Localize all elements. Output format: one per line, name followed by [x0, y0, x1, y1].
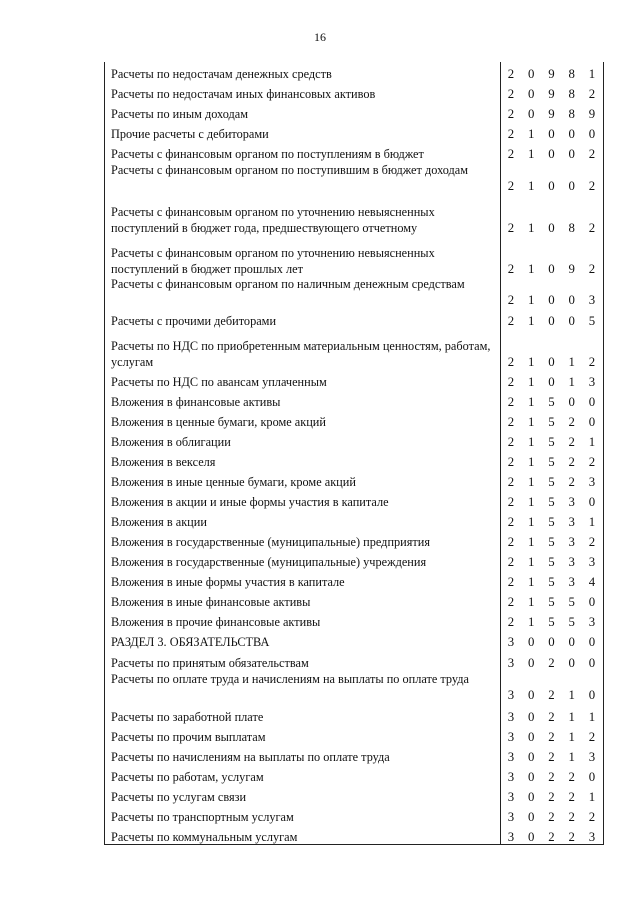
- account-name: Вложения в иные финансовые активы: [111, 595, 311, 609]
- account-name: Расчеты с финансовым органом по уточнению невыясненных поступлений в бюджет прошлых лет: [111, 246, 435, 276]
- account-code: 3 0 2 0 0: [507, 656, 596, 670]
- account-name: Расчеты с финансовым органом по уточнению невыясненных поступлений в бюджет года, предшествующего отчетному: [111, 205, 435, 235]
- account-name: Расчеты по услугам связи: [111, 790, 247, 804]
- account-name: Расчеты с прочими дебиторами: [111, 314, 277, 328]
- account-code: 2 1 0 1 3: [507, 375, 596, 389]
- account-name: Вложения в финансовые активы: [111, 395, 281, 409]
- account-code: 2 1 0 8 2: [507, 221, 596, 235]
- account-code: 2 1 5 0 0: [507, 395, 596, 409]
- account-code: 3 0 0 0 0: [507, 635, 596, 649]
- code-column-divider: [500, 62, 501, 844]
- account-code: 3 0 2 1 1: [507, 710, 596, 724]
- account-name: Вложения в акции и иные формы участия в капитале: [111, 495, 389, 509]
- account-code: 3 0 2 1 2: [507, 730, 596, 744]
- account-name: Расчеты с финансовым органом по наличным денежным средствам: [111, 277, 465, 291]
- account-code: 3 0 2 2 0: [507, 770, 596, 784]
- account-code: 2 1 0 0 3: [507, 293, 596, 307]
- account-code: 2 1 0 0 0: [507, 127, 596, 141]
- account-name: Расчеты по оплате труда и начислениям на выплаты по оплате труда: [111, 672, 470, 686]
- account-name: Вложения в облигации: [111, 435, 231, 449]
- account-code: 2 1 5 2 1: [507, 435, 596, 449]
- account-name: Расчеты по НДС по приобретенным материальным ценностям, работам, услугам: [111, 339, 491, 369]
- account-name: Расчеты по недостачам иных финансовых активов: [111, 87, 376, 101]
- account-code: 3 0 2 1 0: [507, 688, 596, 702]
- account-name: Расчеты с финансовым органом по поступлениям в бюджет: [111, 147, 424, 161]
- account-code: 2 1 0 1 2: [507, 355, 596, 369]
- account-code: 2 1 0 0 5: [507, 314, 596, 328]
- account-code: 2 0 9 8 2: [507, 87, 596, 101]
- account-code: 2 1 0 0 2: [507, 179, 596, 193]
- account-code: 2 1 0 0 2: [507, 147, 596, 161]
- account-name: Прочие расчеты с дебиторами: [111, 127, 269, 141]
- account-code: 3 0 2 2 2: [507, 810, 596, 824]
- account-name: Расчеты по работам, услугам: [111, 770, 264, 784]
- account-code: 3 0 2 1 3: [507, 750, 596, 764]
- page-number: 16: [314, 30, 326, 44]
- account-name: Расчеты по НДС по авансам уплаченным: [111, 375, 327, 389]
- account-name: Расчеты по транспортным услугам: [111, 810, 294, 824]
- account-name: Вложения в иные формы участия в капитале: [111, 575, 345, 589]
- account-name: Вложения в ценные бумаги, кроме акций: [111, 415, 326, 429]
- account-name: Расчеты с финансовым органом по поступившим в бюджет доходам: [111, 163, 469, 177]
- account-code: 2 1 5 2 0: [507, 415, 596, 429]
- account-name: Вложения в векселя: [111, 455, 216, 469]
- account-name: Вложения в государственные (муниципальные) учреждения: [111, 555, 427, 569]
- account-code: 2 1 5 5 0: [507, 595, 596, 609]
- account-name: Расчеты по прочим выплатам: [111, 730, 266, 744]
- account-code: 2 0 9 8 9: [507, 107, 596, 121]
- account-name: Вложения в иные ценные бумаги, кроме акций: [111, 475, 356, 489]
- account-code: 2 1 5 2 3: [507, 475, 596, 489]
- account-code: 3 0 2 2 3: [507, 830, 596, 844]
- account-code: 2 1 5 3 1: [507, 515, 596, 529]
- account-name: РАЗДЕЛ 3. ОБЯЗАТЕЛЬСТВА: [111, 635, 270, 649]
- account-name: Расчеты по принятым обязательствам: [111, 656, 309, 670]
- account-name: Вложения в государственные (муниципальные) предприятия: [111, 535, 431, 549]
- account-name: Вложения в прочие финансовые активы: [111, 615, 321, 629]
- account-code: 3 0 2 2 1: [507, 790, 596, 804]
- account-name: Расчеты по недостачам денежных средств: [111, 67, 332, 81]
- account-name: Вложения в акции: [111, 515, 207, 529]
- account-code: 2 1 0 9 2: [507, 262, 596, 276]
- account-code: 2 1 5 3 2: [507, 535, 596, 549]
- account-name: Расчеты по заработной плате: [111, 710, 264, 724]
- account-code: 2 1 5 5 3: [507, 615, 596, 629]
- account-name: Расчеты по иным доходам: [111, 107, 249, 121]
- account-code: 2 0 9 8 1: [507, 67, 596, 81]
- account-name: Расчеты по коммунальным услугам: [111, 830, 298, 844]
- account-name: Расчеты по начислениям на выплаты по оплате труда: [111, 750, 390, 764]
- account-code: 2 1 5 2 2: [507, 455, 596, 469]
- account-code: 2 1 5 3 3: [507, 555, 596, 569]
- account-code: 2 1 5 3 0: [507, 495, 596, 509]
- account-code: 2 1 5 3 4: [507, 575, 596, 589]
